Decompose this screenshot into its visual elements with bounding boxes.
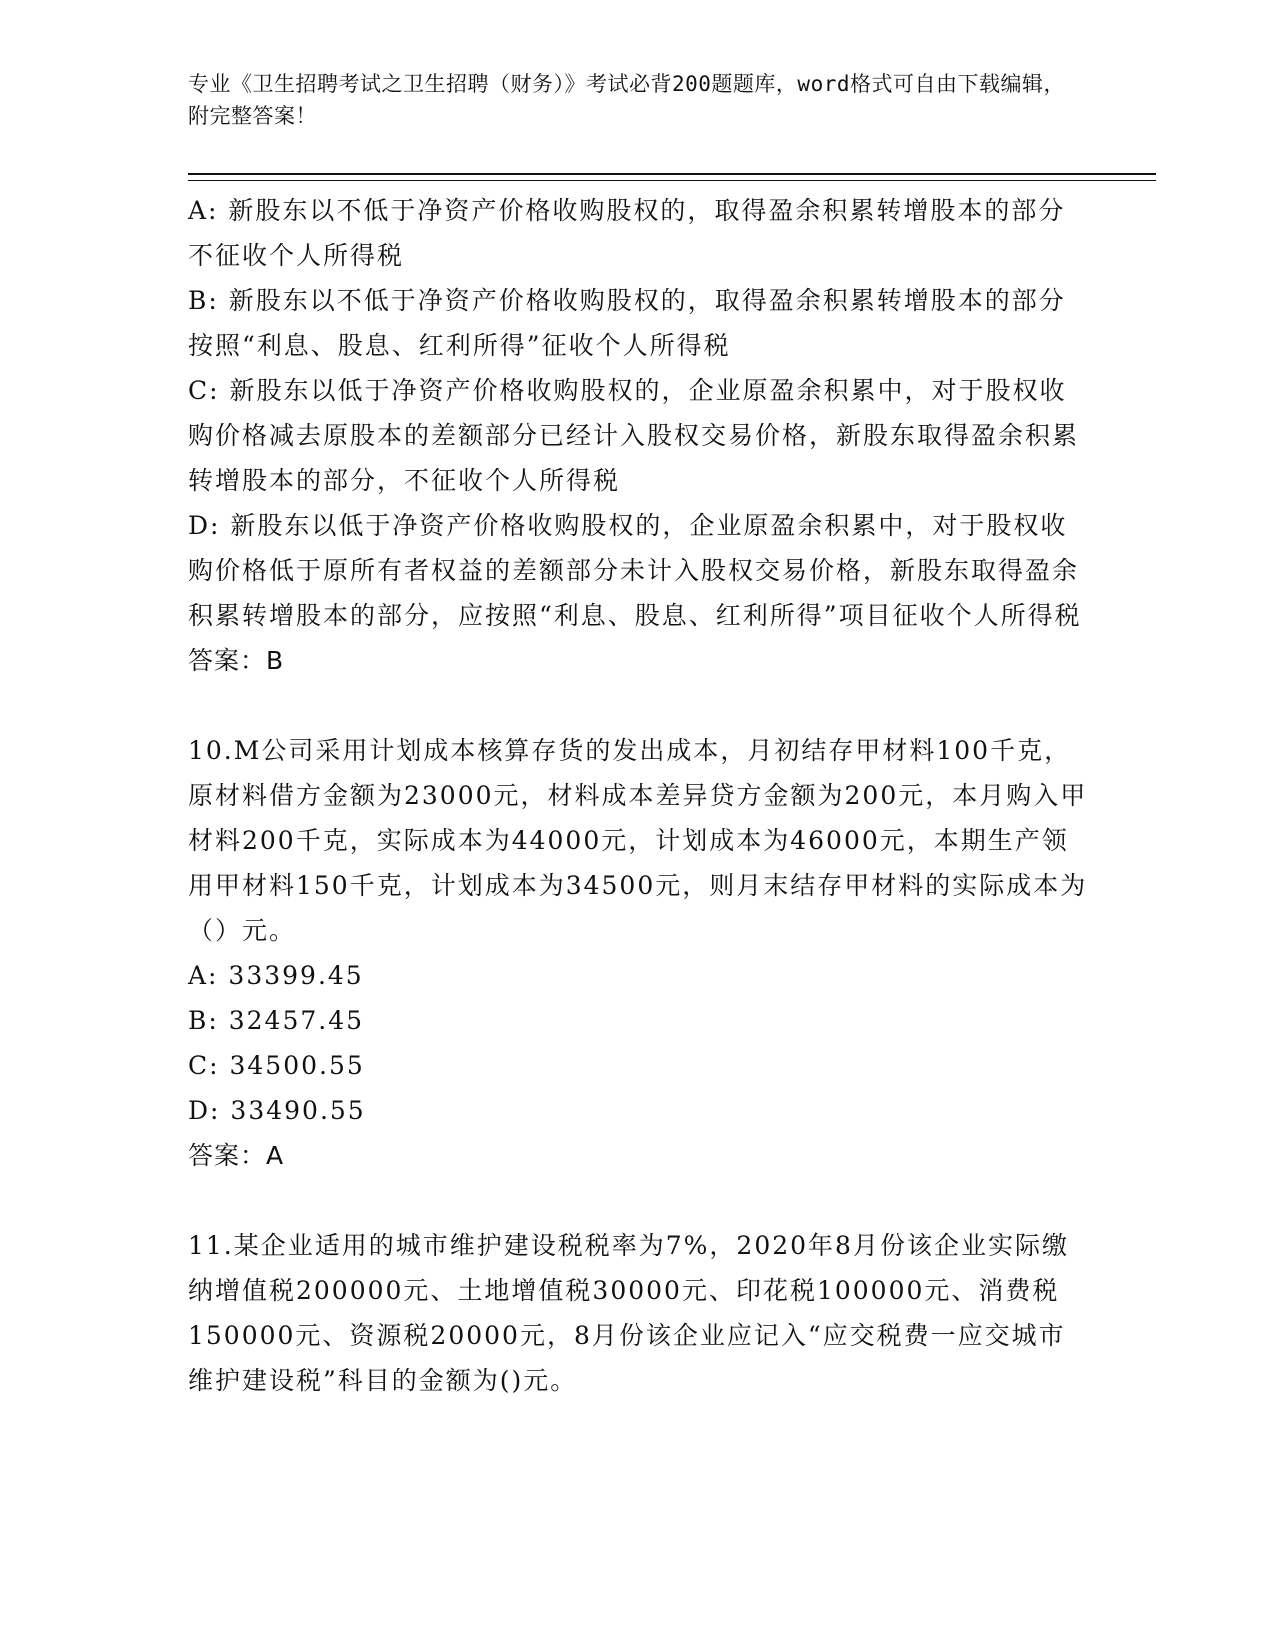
spacer xyxy=(188,683,1088,728)
header-rule-thick xyxy=(188,173,1156,175)
q9-option-b: B: 新股东以不低于净资产价格收购股权的，取得盈余积累转增股本的部分按照“利息、股息、红利所得”征收个人所得税 xyxy=(188,286,1066,360)
header-rule-thin xyxy=(188,180,1156,181)
q9-option-a: A: 新股东以不低于净资产价格收购股权的，取得盈余积累转增股本的部分不征收个人所得税 xyxy=(188,196,1066,270)
q10-option-d: D: 33490.55 xyxy=(188,1096,366,1125)
document-header: 专业《卫生招聘考试之卫生招聘（财务）》考试必背200题题库，word格式可自由下载编辑，附完整答案！ xyxy=(188,72,1065,128)
q9-option-c: C: 新股东以低于净资产价格收购股权的，企业原盈余积累中，对于股权收购价格减去原股本的差额部分已经计入股权交易价格，新股东取得盈余积累转增股本的部分，不征收个人所得税 xyxy=(188,376,1080,495)
q10-option-b: B: 32457.45 xyxy=(188,1006,365,1035)
spacer xyxy=(188,1178,1088,1223)
q10-question: 10.M公司采用计划成本核算存货的发出成本，月初结存甲材料100千克，原材料借方金额为23000元，材料成本差异贷方金额为200元，本月购入甲材料200千克，实际成本为44000元，计划成本为46000元，本期生产领用甲材料150千克，计划成本为34500元，则月末结存甲材料的实际成本为（）元。 xyxy=(188,736,1088,945)
q10-answer: 答案：A xyxy=(188,1141,285,1170)
document-body xyxy=(188,188,1088,1403)
q10-option-c: C: 34500.55 xyxy=(188,1051,365,1080)
q11-question: 11.某企业适用的城市维护建设税税率为7%，2020年8月份该企业实际缴纳增值税200000元、土地增值税30000元、印花税100000元、消费税150000元、资源税20000元，8月份该企业应记入“应交税费一应交城市维护建设税”科目的金额为()元。 xyxy=(188,1231,1069,1395)
q9-answer: 答案：B xyxy=(188,646,285,675)
q10-option-a: A: 33399.45 xyxy=(188,961,364,990)
q9-option-d: D: 新股东以低于净资产价格收购股权的，企业原盈余积累中，对于股权收购价格低于原所有者权益的差额部分未计入股权交易价格，新股东取得盈余积累转增股本的部分，应按照“利息、股息、红利所得”项目征收个人所得税 xyxy=(188,511,1082,630)
